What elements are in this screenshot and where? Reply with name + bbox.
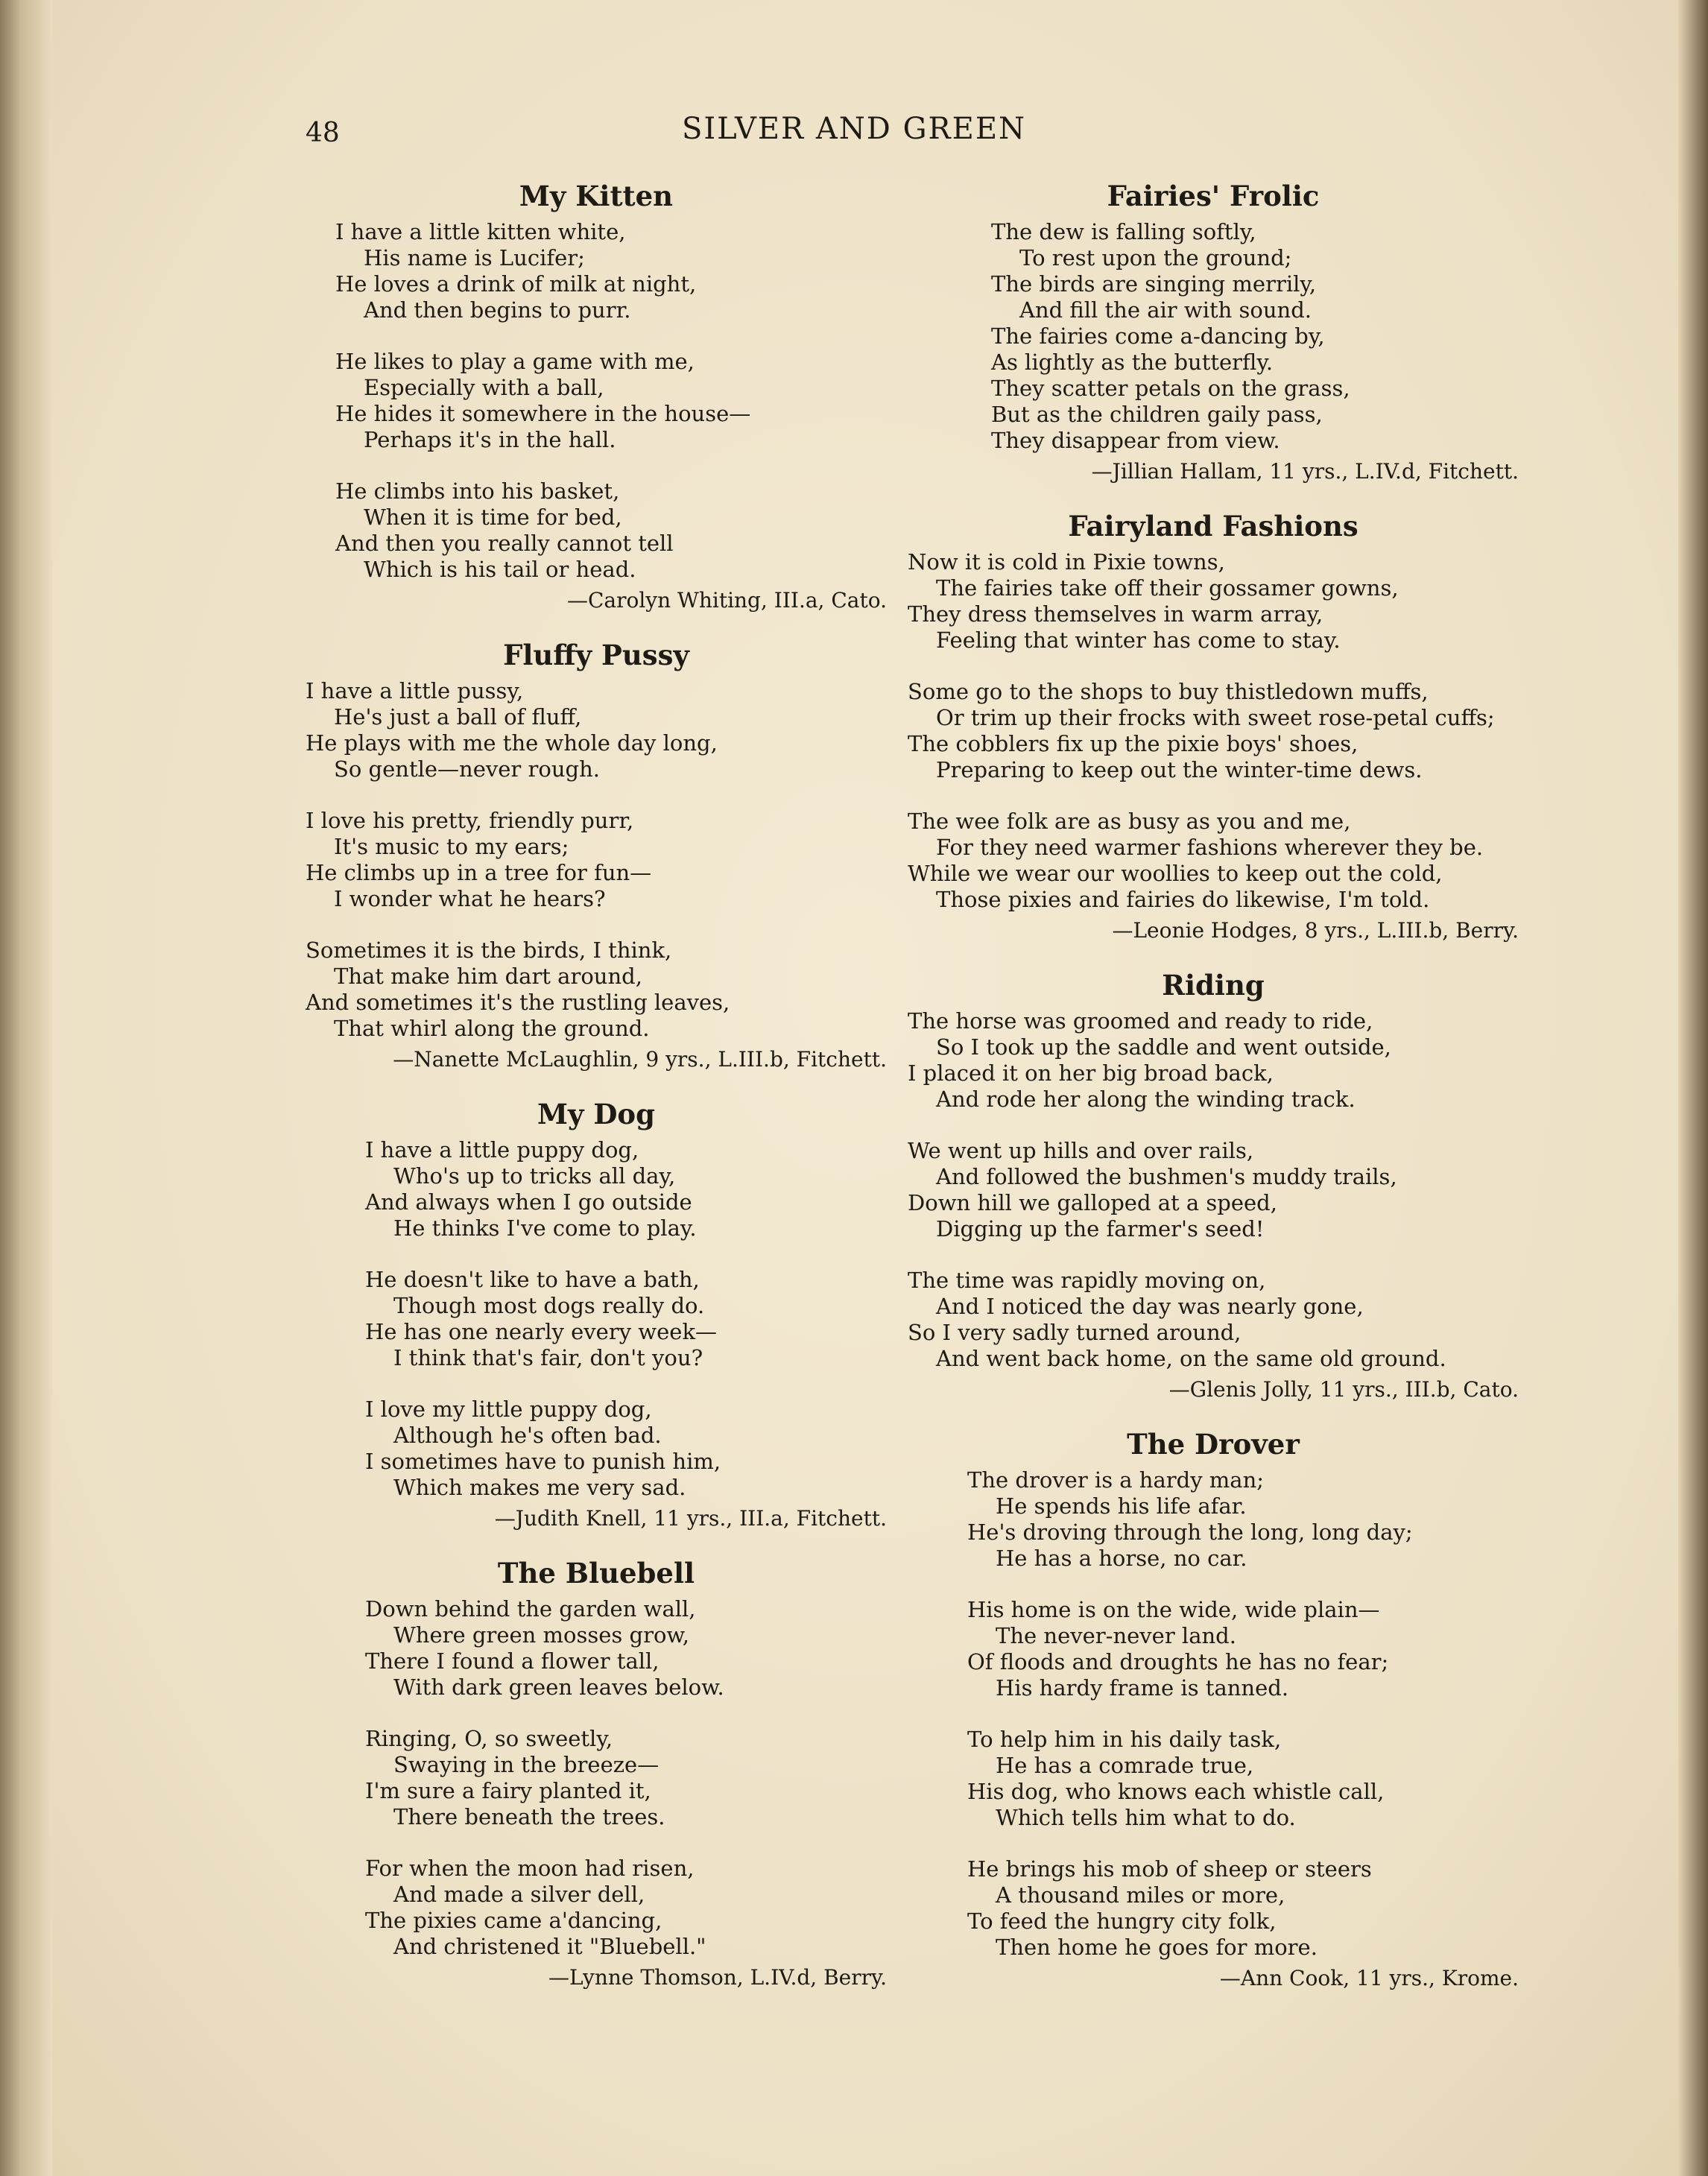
verse-line: Or trim up their frocks with sweet rose-petal cuffs; xyxy=(936,705,1495,730)
stanza xyxy=(335,478,887,583)
verse-line: I have a little pussy, xyxy=(306,678,524,703)
verse-line: It's music to my ears; xyxy=(334,834,569,859)
running-title: SILVER AND GREEN xyxy=(681,112,1027,146)
verse-line: The time was rapidly moving on, xyxy=(908,1268,1266,1293)
verse-line: Although he's often bad. xyxy=(393,1423,662,1448)
verse-line: And made a silver dell, xyxy=(393,1882,645,1907)
poem xyxy=(306,638,887,1073)
verse-line: The horse was groomed and ready to ride, xyxy=(908,1008,1373,1034)
stanza xyxy=(365,1856,887,1960)
poem-body xyxy=(908,1008,1519,1372)
verse-line: Sometimes it is the birds, I think, xyxy=(306,937,672,963)
verse-line: When it is time for bed, xyxy=(364,505,622,530)
verse-line: I have a little kitten white, xyxy=(335,219,626,244)
verse-line: I love his pretty, friendly purr, xyxy=(306,808,634,833)
poem-title: My Dog xyxy=(537,1098,655,1130)
verse-line: Then home he goes for more. xyxy=(996,1935,1318,1960)
stanza xyxy=(908,679,1519,783)
verse-line: The cobblers fix up the pixie boys' shoes, xyxy=(908,731,1359,756)
verse-line: Where green mosses grow, xyxy=(393,1622,690,1648)
poem-byline: —Carolyn Whiting, III.a, Cato. xyxy=(566,588,887,613)
verse-line: He likes to play a game with me, xyxy=(335,349,695,374)
page-header xyxy=(0,112,1708,156)
stanza xyxy=(365,1397,887,1501)
stanza xyxy=(365,1137,887,1242)
stanza xyxy=(991,219,1519,454)
verse-line: Down hill we galloped at a speed, xyxy=(908,1190,1277,1215)
stanza xyxy=(908,1008,1519,1113)
verse-line: To help him in his daily task, xyxy=(967,1727,1282,1752)
verse-line: He's just a ball of fluff, xyxy=(334,704,582,730)
verse-line: He doesn't like to have a bath, xyxy=(365,1267,700,1292)
poem xyxy=(306,1556,887,1991)
poem xyxy=(306,179,887,614)
stanza xyxy=(306,937,887,1042)
verse-line: A thousand miles or more, xyxy=(996,1882,1285,1908)
stanza xyxy=(365,1596,887,1701)
verse-line: He's droving through the long, long day; xyxy=(967,1519,1413,1545)
binding-gutter xyxy=(0,0,52,2176)
verse-line: He climbs up in a tree for fun— xyxy=(306,860,652,885)
verse-line: He has a comrade true, xyxy=(996,1753,1254,1778)
poem-byline: —Leonie Hodges, 8 yrs., L.III.b, Berry. xyxy=(1112,918,1519,943)
verse-line: Ringing, O, so sweetly, xyxy=(365,1726,613,1751)
poem-title: Riding xyxy=(1162,969,1265,1002)
stanza xyxy=(306,678,887,782)
poem xyxy=(908,509,1519,944)
verse-line: His name is Lucifer; xyxy=(364,245,585,271)
verse-line: There I found a flower tall, xyxy=(365,1648,660,1674)
verse-line: For when the moon had risen, xyxy=(365,1856,695,1881)
verse-line: Who's up to tricks all day, xyxy=(393,1163,676,1189)
verse-line: The drover is a hardy man; xyxy=(967,1467,1265,1493)
verse-line: He hides it somewhere in the house— xyxy=(335,401,751,426)
verse-line: The never-never land. xyxy=(996,1623,1236,1648)
stanza xyxy=(908,809,1519,913)
verse-line: He plays with me the whole day long, xyxy=(306,730,718,756)
verse-line: The fairies come a-dancing by, xyxy=(991,323,1325,349)
stanza xyxy=(908,1138,1519,1242)
stanza xyxy=(306,808,887,912)
page-number: 48 xyxy=(306,118,340,148)
verse-line: I sometimes have to punish him, xyxy=(365,1449,721,1474)
stanza xyxy=(335,219,887,323)
verse-line: While we wear our woollies to keep out the cold, xyxy=(908,861,1443,886)
verse-line: And christened it "Bluebell." xyxy=(393,1934,706,1959)
poem-title: Fairyland Fashions xyxy=(1068,510,1359,543)
verse-line: To feed the hungry city folk, xyxy=(967,1908,1277,1934)
verse-line: As lightly as the butterfly. xyxy=(991,350,1274,375)
verse-line: And fill the air with sound. xyxy=(1019,297,1312,323)
verse-line: The fairies take off their gossamer gowns, xyxy=(936,575,1399,601)
verse-line: His home is on the wide, wide plain— xyxy=(967,1597,1380,1622)
poem-title: The Drover xyxy=(1127,1428,1300,1461)
verse-line: He has one nearly every week— xyxy=(365,1319,718,1344)
page-edge-shadow xyxy=(1678,0,1708,2176)
verse-line: The pixies came a'dancing, xyxy=(365,1908,662,1933)
verse-line: Which tells him what to do. xyxy=(996,1805,1296,1830)
poem-body xyxy=(908,219,1519,454)
verse-line: Swaying in the breeze— xyxy=(393,1752,660,1777)
verse-line: Of floods and droughts he has no fear; xyxy=(967,1649,1389,1674)
verse-line: Feeling that winter has come to stay. xyxy=(936,627,1341,653)
right-column xyxy=(908,179,1519,2016)
verse-line: Though most dogs really do. xyxy=(393,1293,705,1318)
verse-line: Now it is cold in Pixie towns, xyxy=(908,549,1225,575)
stanza xyxy=(908,549,1519,654)
poem-byline: —Jillian Hallam, 11 yrs., L.IV.d, Fitchett. xyxy=(1091,459,1519,484)
verse-line: The birds are singing merrily, xyxy=(991,271,1317,297)
poem xyxy=(908,1427,1519,1992)
verse-line: They disappear from view. xyxy=(991,428,1280,453)
verse-line: He spends his life afar. xyxy=(996,1493,1247,1519)
verse-line: And went back home, on the same old ground. xyxy=(936,1346,1446,1371)
verse-line: And always when I go outside xyxy=(365,1189,692,1215)
verse-line: I wonder what he hears? xyxy=(334,886,606,911)
poem-title: Fairies' Frolic xyxy=(1107,180,1320,212)
verse-line: I think that's fair, don't you? xyxy=(393,1345,703,1370)
verse-line: Preparing to keep out the winter-time dews. xyxy=(936,757,1423,782)
verse-line: And followed the bushmen's muddy trails, xyxy=(936,1164,1397,1189)
verse-line: Digging up the farmer's seed! xyxy=(936,1216,1265,1242)
verse-line: With dark green leaves below. xyxy=(393,1674,724,1700)
poem-title: My Kitten xyxy=(519,180,674,212)
stanza xyxy=(908,1268,1519,1372)
verse-line: But as the children gaily pass, xyxy=(991,402,1323,427)
verse-line: Perhaps it's in the hall. xyxy=(364,427,616,452)
verse-line: And then begins to purr. xyxy=(364,297,631,323)
verse-line: And sometimes it's the rustling leaves, xyxy=(306,990,730,1015)
stanza xyxy=(365,1726,887,1830)
verse-line: We went up hills and over rails, xyxy=(908,1138,1254,1163)
verse-line: Especially with a ball, xyxy=(364,375,604,400)
verse-line: He thinks I've come to play. xyxy=(393,1215,697,1241)
verse-line: They dress themselves in warm array, xyxy=(908,601,1323,627)
verse-line: I love my little puppy dog, xyxy=(365,1397,652,1422)
verse-line: And rode her along the winding track. xyxy=(936,1087,1356,1112)
poem-byline: —Judith Knell, 11 yrs., III.a, Fitchett. xyxy=(494,1506,887,1531)
left-column xyxy=(306,179,887,2015)
verse-line: And then you really cannot tell xyxy=(335,531,674,556)
poem-byline: —Nanette McLaughlin, 9 yrs., L.III.b, Fitchett. xyxy=(393,1047,887,1072)
verse-line: So gentle—never rough. xyxy=(334,756,600,782)
verse-line: And I noticed the day was nearly gone, xyxy=(936,1294,1364,1319)
verse-line: There beneath the trees. xyxy=(393,1804,665,1829)
poem-body xyxy=(908,1467,1519,1961)
verse-line: He loves a drink of milk at night, xyxy=(335,271,697,297)
poem-body xyxy=(306,1137,887,1501)
verse-line: For they need warmer fashions wherever they be. xyxy=(936,835,1484,860)
verse-line: His dog, who knows each whistle call, xyxy=(967,1779,1385,1804)
verse-line: I placed it on her big broad back, xyxy=(908,1060,1274,1086)
verse-line: He climbs into his basket, xyxy=(335,478,620,504)
poem-title: Fluffy Pussy xyxy=(503,639,689,671)
verse-line: The dew is falling softly, xyxy=(991,219,1256,244)
verse-line: Some go to the shops to buy thistledown muffs, xyxy=(908,679,1429,704)
stanza xyxy=(967,1467,1519,1572)
verse-line: Down behind the garden wall, xyxy=(365,1596,696,1622)
verse-line: He has a horse, no car. xyxy=(996,1546,1247,1571)
stanza xyxy=(967,1727,1519,1831)
verse-line: I have a little puppy dog, xyxy=(365,1137,639,1163)
poem-body xyxy=(306,678,887,1042)
poem-byline: —Ann Cook, 11 yrs., Krome. xyxy=(1219,1966,1519,1990)
verse-line: He brings his mob of sheep or steers xyxy=(967,1856,1372,1882)
poem-byline: —Glenis Jolly, 11 yrs., III.b, Cato. xyxy=(1168,1377,1519,1402)
poem-title: The Bluebell xyxy=(497,1557,695,1590)
verse-line: Which is his tail or head. xyxy=(364,557,636,582)
verse-line: Those pixies and fairies do likewise, I'm told. xyxy=(936,887,1430,912)
stanza xyxy=(365,1267,887,1371)
poem xyxy=(908,968,1519,1403)
verse-line: They scatter petals on the grass, xyxy=(991,376,1350,401)
verse-line: His hardy frame is tanned. xyxy=(996,1675,1289,1701)
verse-line: To rest upon the ground; xyxy=(1019,245,1292,271)
verse-line: So I took up the saddle and went outside, xyxy=(936,1034,1391,1060)
verse-line: That make him dart around, xyxy=(334,964,642,989)
poem-body xyxy=(908,549,1519,913)
poem xyxy=(306,1097,887,1532)
verse-line: The wee folk are as busy as you and me, xyxy=(908,809,1351,834)
verse-line: Which makes me very sad. xyxy=(393,1475,686,1500)
poem xyxy=(908,179,1519,485)
verse-line: That whirl along the ground. xyxy=(334,1016,650,1041)
stanza xyxy=(967,1856,1519,1961)
poem-body xyxy=(306,219,887,583)
verse-line: So I very sadly turned around, xyxy=(908,1320,1242,1345)
poem-body xyxy=(306,1596,887,1960)
stanza xyxy=(335,349,887,453)
poem-byline: —Lynne Thomson, L.IV.d, Berry. xyxy=(548,1965,887,1990)
verse-line: I'm sure a fairy planted it, xyxy=(365,1778,651,1803)
stanza xyxy=(967,1597,1519,1701)
